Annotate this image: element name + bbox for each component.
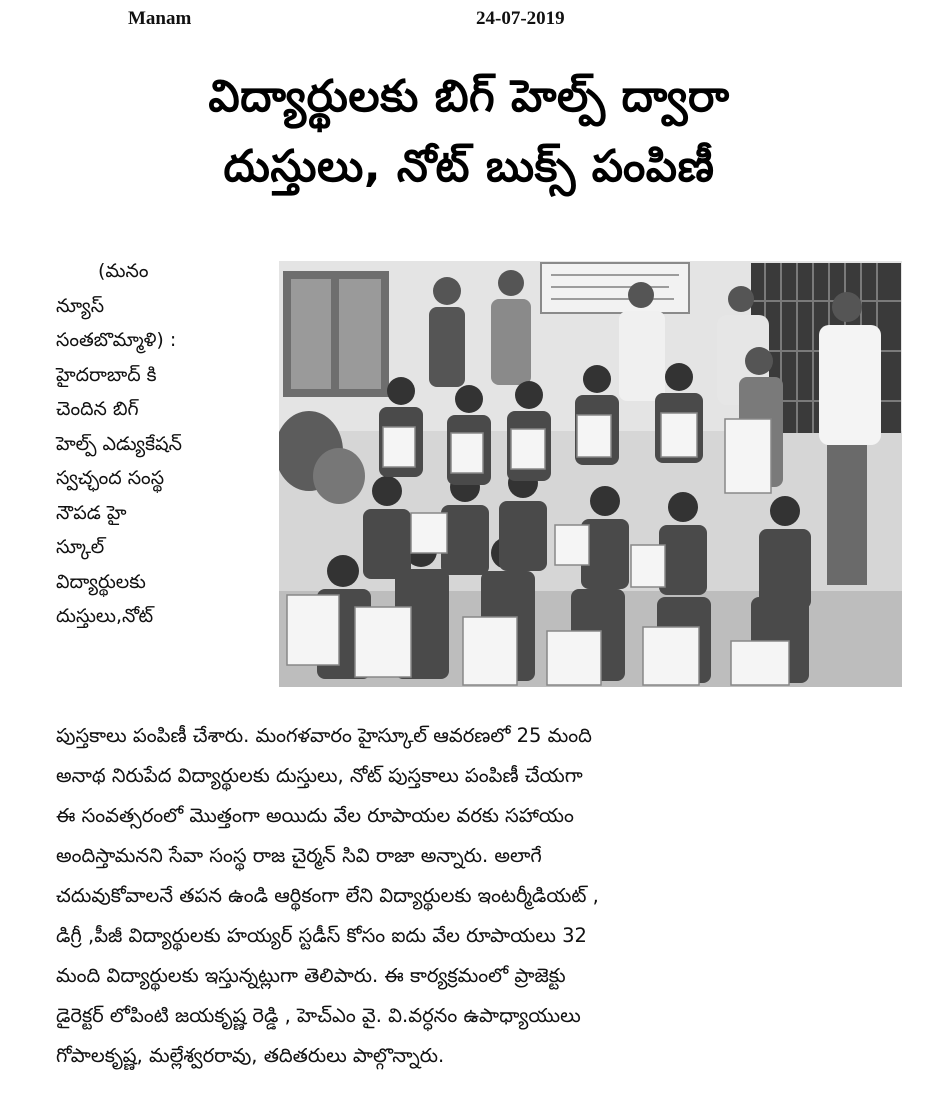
side-line: విద్యార్థులకు — [56, 570, 146, 593]
body-line: పుస్తకాలు పంపిణీ చేశారు. మంగళవారం హైస్కూల్ ఆవరణలో 25 మంది — [56, 724, 592, 747]
article-body — [56, 716, 896, 1076]
news-photo — [279, 261, 902, 687]
headline-line-2: దుస్తులు, నోట్ బుక్స్ పంపిణీ — [223, 141, 715, 192]
body-line: చదువుకోవాలనే తపన ఉండి ఆర్థికంగా లేని విద్యార్థులకు ఇంటర్మీడియట్ , — [56, 884, 599, 907]
side-line: దుస్తులు,నోట్ — [56, 605, 154, 627]
body-line: అనాథ నిరుపేద విద్యార్థులకు దుస్తులు, నోట్ పుస్తకాలు పంపిణీ చేయగా — [56, 764, 583, 787]
side-line: హెల్ప్ ఎడ్యుకేషన్ — [56, 432, 182, 455]
side-column-text — [56, 254, 268, 634]
body-line: అందిస్తామనని సేవా సంస్థ రాజ చైర్మన్ సివి రాజా అన్నారు. అలాగే — [56, 844, 542, 867]
headline-line-1: విద్యార్థులకు బిగ్ హెల్ప్ ద్వారా — [208, 71, 730, 122]
masthead — [0, 8, 938, 34]
body-line: మంది విద్యార్థులకు ఇస్తున్నట్లుగా తెలిపారు. ఈ కార్యక్రమంలో ప్రాజెక్టు — [56, 964, 566, 987]
side-line: చెందిన బిగ్ — [56, 398, 139, 420]
side-line: న్యూస్ — [56, 294, 105, 317]
group-photo-illustration — [279, 261, 902, 687]
side-line: సంతబొమ్మాళి) : — [56, 329, 177, 351]
body-line: డిగ్రీ ,పీజీ విద్యార్థులకు హయ్యర్ స్టడీస్ కోసం ఐదు వేల రూపాయలు 32 — [56, 924, 587, 947]
newspaper-name: Manam — [128, 8, 192, 29]
body-line: డైరెక్టర్ లోపింటి జయకృష్ణ రెడ్డి , హెచ్ఎం వై. వి.వర్ధనం ఉపాధ్యాయులు — [56, 1004, 581, 1027]
body-line: గోపాలకృష్ణ, మల్లేశ్వరరావు, తదితరులు పాల్గొన్నారు. — [56, 1044, 445, 1067]
side-line: స్కూల్ — [56, 536, 105, 558]
body-line: ఈ సంవత్సరంలో మొత్తంగా అయిదు వేల రూపాయల వరకు సహాయం — [56, 804, 574, 827]
side-line: స్వచ్ఛంద సంస్థ — [56, 467, 165, 489]
side-line: హైదరాబాద్ కి — [56, 363, 157, 386]
publication-date: 24-07-2019 — [476, 8, 565, 29]
side-line: (మనం — [98, 260, 149, 282]
article-headline — [20, 62, 918, 202]
side-line: నౌపడ హై — [56, 501, 127, 524]
